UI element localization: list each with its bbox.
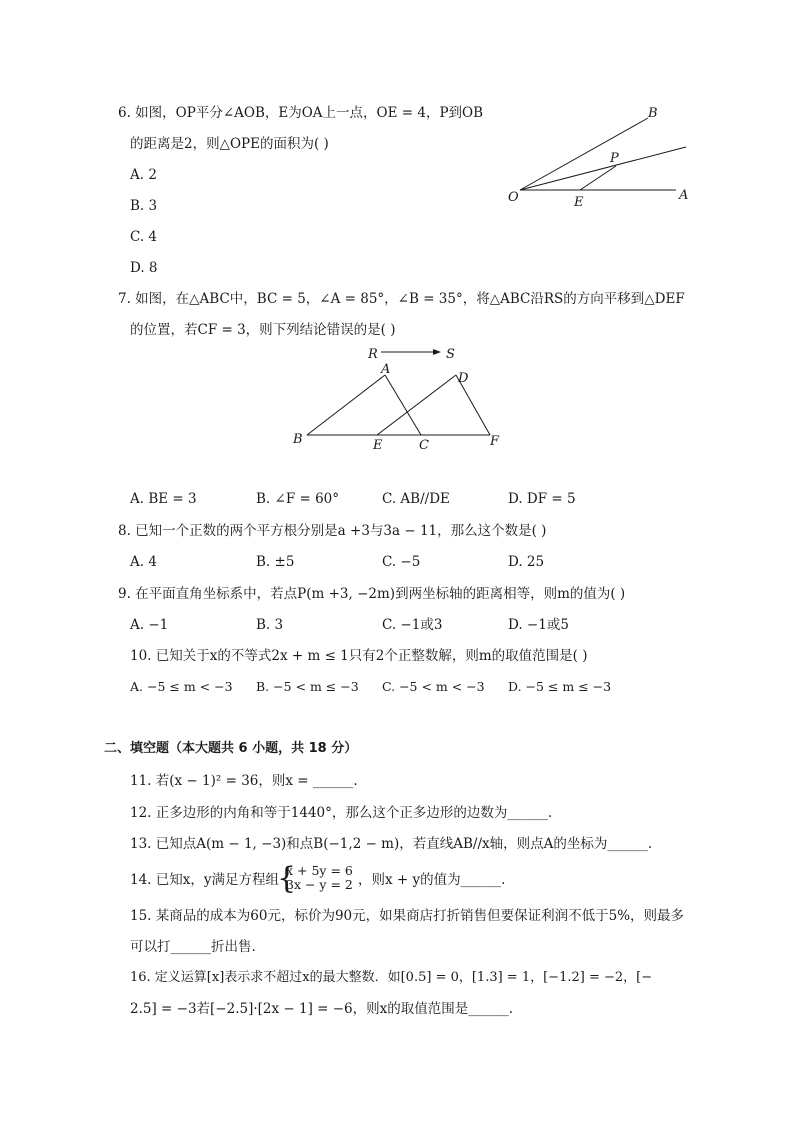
q9-stem: 9. 在平面直角坐标系中，若点P(m +3, −2m)到两坐标轴的距离相等，则m的值为( ) (118, 586, 626, 602)
q7-triangle-def-ed (377, 375, 456, 435)
q13-stem: 13. 已知点A(m − 1, −3)和点B(−1,2 − m)，若直线AB//x轴，则点A的坐标为______. (130, 836, 653, 852)
q10-option-a: A. −5 ≤ m < −3 (130, 679, 233, 694)
q7-label-r: R (368, 347, 378, 362)
q14-equation-2: 3x − y = 2 (286, 877, 353, 892)
q8-option-b: B. ±5 (256, 554, 295, 570)
q7-triangle-abc-ac (385, 375, 421, 435)
q7-label-c: C (419, 438, 429, 453)
q6-label-p: P (610, 151, 619, 166)
q15-stem-line2: 可以打______折出售. (130, 939, 256, 955)
q9-option-c: C. −1或3 (382, 617, 443, 633)
q7-label-s: S (446, 347, 455, 362)
q14-system-brace: { (277, 861, 297, 896)
q7-stem-line2: 的位置，若CF = 3，则下列结论错误的是( ) (130, 322, 396, 338)
q7-label-a: A (381, 362, 391, 377)
q16-stem-line2: 2.5] = −3若[−2.5]·[2x − 1] = −6，则x的取值范围是______. (130, 1001, 514, 1017)
q7-stem-line1: 7. 如图，在△ABC中，BC = 5，∠A = 85°，∠B = 35°，将△ABC沿RS的方向平移到△DEF (118, 291, 685, 307)
q7-triangle-abc-ab (307, 375, 385, 435)
q15-stem-line1: 15. 某商品的成本为60元，标价为90元，如果商店打折销售但要保证利润不低于5%，则最多 (130, 908, 685, 924)
q8-option-a: A. 4 (130, 554, 157, 570)
q10-option-c: C. −5 < m < −3 (382, 679, 485, 694)
q7-label-d: D (458, 371, 469, 386)
q7-label-f: F (490, 434, 500, 449)
q8-option-c: C. −5 (382, 554, 421, 570)
q7-option-c: C. AB//DE (382, 491, 450, 507)
q7-label-e: E (373, 438, 383, 453)
q6-ray-ob (520, 118, 648, 190)
q6-option-c: C. 4 (130, 229, 158, 245)
q11-stem: 11. 若(x − 1)² = 36，则x = ______. (130, 773, 358, 789)
q6-label-a: A (679, 188, 689, 203)
q6-stem-line1: 6. 如图，OP平分∠AOB，E为OA上一点，OE = 4，P到OB (118, 105, 484, 121)
q7-option-d: D. DF = 5 (508, 491, 576, 507)
section-2-heading: 二、填空题（本大题共 6 小题，共 18 分） (104, 741, 358, 756)
q7-option-b: B. ∠F = 60° (256, 491, 340, 507)
q6-label-o: O (508, 190, 519, 205)
q6-ray-op (520, 147, 686, 190)
q10-option-b: B. −5 < m ≤ −3 (256, 679, 359, 694)
q6-option-d: D. 8 (130, 260, 158, 276)
q8-stem: 8. 已知一个正数的两个平方根分别是a +3与3a − 11，那么这个数是( ) (118, 523, 547, 539)
q10-stem: 10. 已知关于x的不等式2x + m ≤ 1只有2个正整数解，则m的取值范围是( ) (130, 648, 588, 664)
q7-figure (285, 342, 510, 457)
q7-arrow-head (433, 349, 441, 355)
q6-label-e: E (574, 195, 584, 210)
q6-figure (500, 100, 700, 215)
q6-stem-line2: 的距离是2，则△OPE的面积为( ) (130, 136, 329, 152)
q9-option-d: D. −1或5 (508, 617, 569, 633)
q16-stem-line1: 16. 定义运算[x]表示求不超过x的最大整数．如[0.5] = 0，[1.3] = 1，[−1.2] = −2，[− (130, 970, 653, 985)
q7-option-a: A. BE = 3 (130, 491, 197, 507)
q14-equation-1: x + 5y = 6 (286, 863, 353, 878)
q6-label-b: B (648, 106, 658, 121)
q14-prefix: 14. 已知x，y满足方程组 (130, 872, 280, 888)
q9-option-a: A. −1 (130, 617, 169, 633)
q8-option-d: D. 25 (508, 554, 545, 570)
q6-option-a: A. 2 (130, 167, 157, 183)
q7-label-b: B (293, 432, 303, 447)
q12-stem: 12. 正多边形的内角和等于1440°，那么这个正多边形的边数为______. (130, 805, 553, 821)
q9-option-b: B. 3 (256, 617, 284, 633)
q14-suffix: ，则x + y的值为______. (358, 872, 506, 888)
q10-option-d: D. −5 ≤ m ≤ −3 (508, 679, 612, 694)
q6-option-b: B. 3 (130, 198, 158, 214)
